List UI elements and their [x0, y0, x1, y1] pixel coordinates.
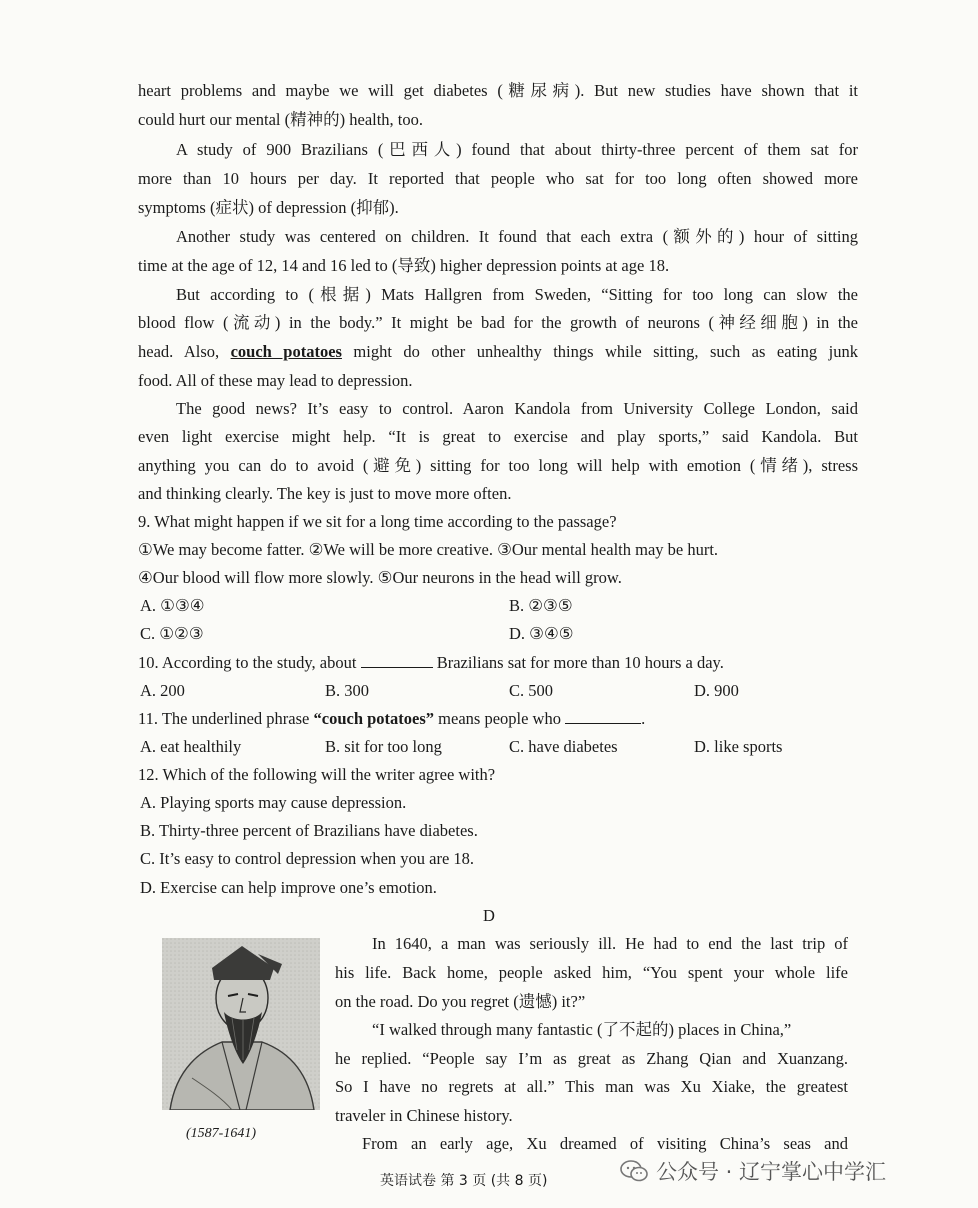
option-c: C. It’s easy to control depression when you are 18.	[140, 849, 475, 868]
underlined-phrase: couch potatoes	[230, 342, 342, 361]
quoted-phrase: “couch potatoes”	[313, 709, 435, 728]
wechat-icon	[620, 1160, 648, 1182]
passage-text: head. Also,	[138, 342, 231, 361]
passage-line: blood flow (流动) in the body.” It might be bad for the growth of neurons (神经细胞) in the	[138, 313, 858, 332]
passage-line-with-underline	[138, 342, 858, 362]
passage-line: food. All of these may lead to depression.	[138, 371, 413, 390]
question-9-items-2: ④Our blood will flow more slowly. ⑤Our neurons in the head will grow.	[138, 568, 622, 587]
option-d: D. like sports	[694, 737, 783, 756]
question-text: 10. According to the study, about	[138, 653, 357, 672]
passage-line: on the road. Do you regret (遗憾) it?”	[335, 992, 586, 1011]
option-b: B. Thirty-three percent of Brazilians have diabetes.	[140, 821, 478, 840]
option-a: A. 200	[140, 681, 185, 700]
question-text: .	[641, 709, 646, 728]
answer-blank	[565, 709, 641, 724]
question-text: means people who	[434, 709, 561, 728]
option-d: D. Exercise can help improve one’s emotion.	[140, 878, 437, 897]
question-12-stem: 12. Which of the following will the writer agree with?	[138, 765, 496, 784]
passage-line: So I have no regrets at all.” This man was Xu Xiake, the greatest	[335, 1077, 848, 1096]
option-c: C. 500	[509, 681, 554, 700]
option-a: A. eat healthily	[140, 737, 242, 756]
passage-line: But according to (根据) Mats Hallgren from Sweden, “Sitting for too long can slow the	[176, 285, 858, 304]
option-c: C. have diabetes	[509, 737, 618, 756]
option-d: D. 900	[694, 681, 739, 700]
passage-line: and thinking clearly. The key is just to move more often.	[138, 484, 512, 503]
passage-line: heart problems and maybe we will get diabetes (糖尿病). But new studies have shown that it	[138, 81, 858, 100]
portrait-caption: (1587-1641)	[186, 1126, 256, 1141]
passage-line: From an early age, Xu dreamed of visiting China’s seas and	[362, 1134, 848, 1153]
option-b: B. ②③⑤	[509, 596, 573, 615]
section-heading: D	[483, 906, 495, 925]
option-a: A. Playing sports may cause depression.	[140, 793, 407, 812]
passage-line: could hurt our mental (精神的) health, too.	[138, 110, 424, 129]
passage-line: anything you can do to avoid (避免) sitting for too long will help with emotion (情绪), stress	[138, 456, 858, 475]
option-c: C. ①②③	[140, 624, 204, 643]
option-d: D. ③④⑤	[509, 624, 574, 643]
passage-line: “I walked through many fantastic (了不起的) places in China,”	[372, 1020, 792, 1039]
option-b: B. 300	[325, 681, 370, 700]
passage-line: his life. Back home, people asked him, “You spent your whole life	[335, 963, 848, 982]
answer-blank	[361, 653, 433, 668]
passage-line: more than 10 hours per day. It reported that people who sat for too long often showed more	[138, 169, 858, 188]
page-footer: 英语试卷 第 3 页 (共 8 页)	[380, 1173, 548, 1189]
passage-line: The good news? It’s easy to control. Aaron Kandola from University College London, said	[176, 399, 858, 418]
passage-line: symptoms (症状) of depression (抑郁).	[138, 198, 399, 217]
passage-line: Another study was centered on children. It found that each extra (额外的) hour of sitting	[176, 227, 858, 246]
passage-text: might do other unhealthy things while sitting, such as eating junk	[341, 342, 858, 361]
question-9-items-1: ①We may become fatter. ②We will be more creative. ③Our mental health may be hurt.	[138, 540, 719, 559]
portrait-drawing	[162, 938, 320, 1110]
portrait-image	[162, 938, 320, 1110]
question-text: Brazilians sat for more than 10 hours a day.	[436, 653, 724, 672]
passage-line: In 1640, a man was seriously ill. He had to end the last trip of	[372, 934, 848, 953]
passage-line: traveler in Chinese history.	[335, 1106, 513, 1125]
option-b: B. sit for too long	[325, 737, 442, 756]
question-text: 11. The underlined phrase	[138, 709, 314, 728]
question-11-stem	[138, 709, 858, 729]
passage-line: A study of 900 Brazilians (巴西人) found that about thirty-three percent of them sat for	[176, 140, 858, 159]
question-10-stem	[138, 653, 858, 673]
watermark-text: 公众号 · 辽宁掌心中学汇	[656, 1160, 887, 1184]
question-9-stem: 9. What might happen if we sit for a long time according to the passage?	[138, 512, 617, 531]
passage-line: he replied. “People say I’m as great as Zhang Qian and Xuanzang.	[335, 1049, 848, 1068]
watermark	[620, 1156, 886, 1186]
passage-line: time at the age of 12, 14 and 16 led to (导致) higher depression points at age 18.	[138, 256, 670, 275]
option-a: A. ①③④	[140, 596, 205, 615]
passage-line: even light exercise might help. “It is great to exercise and play sports,” said Kandola. But	[138, 427, 858, 446]
